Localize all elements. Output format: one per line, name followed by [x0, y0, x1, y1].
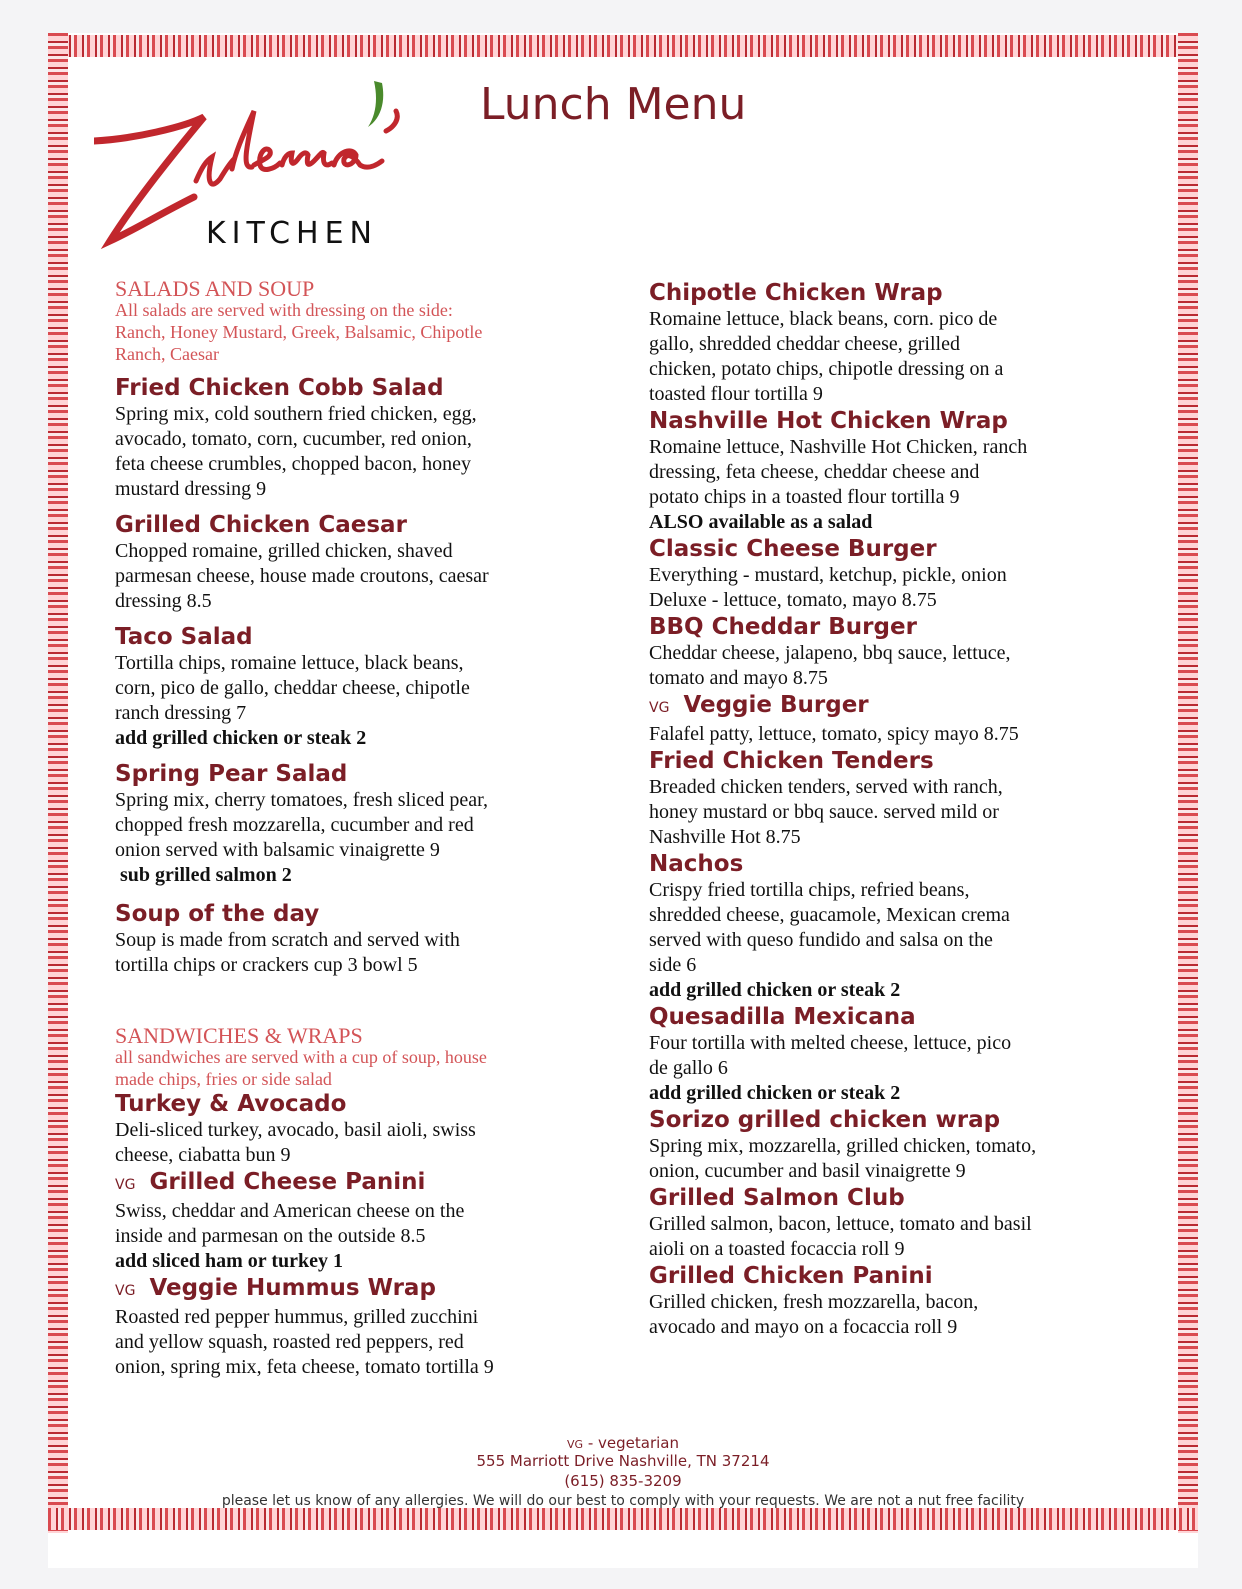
footer-address: 555 Marriott Drive Nashville, TN 37214 — [476, 1452, 770, 1470]
item-desc: chicken, potato chips, chipotle dressing on a — [649, 358, 1004, 380]
item-desc: Roasted red pepper hummus, grilled zucchini — [115, 1306, 479, 1328]
vegetarian-badge: VG — [649, 700, 670, 716]
item-desc: Spring mix, cold southern fried chicken, egg, — [115, 403, 477, 425]
item-desc: Four tortilla with melted cheese, lettuce, pico — [649, 1032, 1012, 1054]
item-desc: onion served with balsamic vinaigrette 9 — [115, 839, 440, 861]
item-desc: mustard dressing 9 — [115, 478, 267, 500]
section-note: made chips, fries or side salad — [115, 1069, 332, 1089]
item-name-row — [115, 1168, 585, 1199]
item-addon: add grilled chicken or steak 2 — [649, 1082, 901, 1104]
item-desc: Nashville Hot 8.75 — [649, 826, 801, 848]
menu-item — [649, 850, 1119, 1003]
item-addon: ALSO available as a salad — [649, 511, 873, 533]
decorative-border-right — [1178, 33, 1198, 1533]
menu-item — [649, 279, 1119, 407]
item-name: Classic Cheese Burger — [649, 536, 937, 562]
vegetarian-badge: VG — [115, 1283, 136, 1299]
menu-item — [115, 623, 585, 751]
item-desc: corn, pico de gallo, cheddar cheese, chipotle — [115, 677, 470, 699]
footer-legend-text: - vegetarian — [583, 1434, 679, 1452]
item-desc: ranch dressing 7 — [115, 702, 247, 724]
item-desc: Spring mix, cherry tomatoes, fresh sliced pear, — [115, 789, 488, 811]
item-desc: avocado and mayo on a focaccia roll 9 — [649, 1316, 958, 1338]
item-desc: side 6 — [649, 954, 697, 976]
item-desc: Swiss, cheddar and American cheese on the — [115, 1200, 465, 1222]
item-name-row — [115, 1274, 585, 1305]
item-name: Veggie Burger — [683, 692, 869, 718]
item-desc: parmesan cheese, house made croutons, caesar — [115, 565, 489, 587]
item-desc: de gallo 6 — [649, 1057, 728, 1079]
item-desc: chopped fresh mozzarella, cucumber and red — [115, 814, 474, 836]
item-desc: Grilled chicken, fresh mozzarella, bacon, — [649, 1291, 979, 1313]
item-desc: Falafel patty, lettuce, tomato, spicy mayo 8.75 — [649, 723, 1019, 745]
item-name: Veggie Hummus Wrap — [149, 1275, 436, 1301]
menu-item — [115, 1168, 585, 1274]
item-desc: Crispy fried tortilla chips, refried beans, — [649, 879, 970, 901]
item-addon: add grilled chicken or steak 2 — [649, 979, 901, 1001]
menu-item — [115, 374, 585, 502]
item-desc: onion, cucumber and basil vinaigrette 9 — [649, 1160, 966, 1182]
section-note: Ranch, Caesar — [115, 344, 219, 364]
item-desc: tomato and mayo 8.75 — [649, 667, 828, 689]
menu-page — [48, 33, 1198, 1568]
item-addon: add grilled chicken or steak 2 — [115, 727, 367, 749]
section-title: SALADS AND SOUP — [115, 276, 315, 301]
item-name: Taco Salad — [115, 624, 253, 650]
item-name: Soup of the day — [115, 901, 320, 927]
menu-item — [649, 407, 1119, 535]
item-desc: Grilled salmon, bacon, lettuce, tomato and basil — [649, 1213, 1032, 1235]
item-desc: shredded cheese, guacamole, Mexican crema — [649, 904, 1010, 926]
item-desc: onion, spring mix, feta cheese, tomato tortilla 9 — [115, 1356, 494, 1378]
item-desc: potato chips in a toasted flour tortilla 9 — [649, 486, 960, 508]
section-note: Ranch, Honey Mustard, Greek, Balsamic, Chipotle — [115, 322, 483, 342]
section-note: all sandwiches are served with a cup of soup, house — [115, 1047, 487, 1067]
item-desc: Romaine lettuce, black beans, corn. pico de — [649, 308, 998, 330]
item-name: Fried Chicken Cobb Salad — [115, 375, 444, 401]
item-desc: Soup is made from scratch and served with — [115, 929, 460, 951]
item-desc: Deli-sliced turkey, avocado, basil aioli, swiss — [115, 1119, 476, 1141]
menu-item — [115, 900, 585, 978]
item-desc: gallo, shredded cheddar cheese, grilled — [649, 333, 960, 355]
item-name: Quesadilla Mexicana — [649, 1004, 916, 1030]
item-desc: honey mustard or bbq sauce. served mild or — [649, 801, 999, 823]
item-desc: avocado, tomato, corn, cucumber, red onion, — [115, 428, 472, 450]
item-name: Grilled Salmon Club — [649, 1185, 905, 1211]
item-desc: inside and parmesan on the outside 8.5 — [115, 1225, 426, 1247]
footer-legend — [48, 1435, 1198, 1453]
item-desc: Everything - mustard, ketchup, pickle, onion — [649, 564, 1007, 586]
logo-word: KITCHEN — [206, 216, 378, 249]
menu-item — [649, 1003, 1119, 1106]
item-desc: served with queso fundido and salsa on the — [649, 929, 993, 951]
left-column — [115, 276, 585, 1380]
item-name: Spring Pear Salad — [115, 761, 348, 787]
item-name: Grilled Chicken Caesar — [115, 512, 407, 538]
page-title: Lunch Menu — [480, 79, 747, 130]
item-desc: dressing 8.5 — [115, 590, 212, 612]
item-name: Turkey & Avocado — [115, 1091, 347, 1117]
item-desc: aioli on a toasted focaccia roll 9 — [649, 1238, 905, 1260]
section-note: All salads are served with dressing on the side: — [115, 300, 453, 320]
item-desc: cheese, ciabatta bun 9 — [115, 1144, 291, 1166]
menu-item — [649, 747, 1119, 850]
item-addon: sub grilled salmon 2 — [115, 864, 292, 886]
item-desc: tortilla chips or crackers cup 3 bowl 5 — [115, 954, 418, 976]
menu-item — [649, 1262, 1119, 1340]
menu-item — [115, 1274, 585, 1380]
footer-phone: (615) 835-3209 — [564, 1472, 682, 1490]
vegetarian-badge: VG — [115, 1177, 136, 1193]
decorative-border-left — [48, 33, 68, 1533]
section-title: SANDWICHES & WRAPS — [115, 1023, 363, 1048]
footer-allergy-note: please let us know of any allergies. We will do our best to comply with your requests. We are not a nut free facility — [221, 1493, 1025, 1509]
item-name: Chipotle Chicken Wrap — [649, 280, 943, 306]
menu-item — [649, 613, 1119, 691]
item-desc: toasted flour tortilla 9 — [649, 383, 823, 405]
menu-item — [649, 535, 1119, 613]
menu-item — [115, 1090, 585, 1168]
item-name: Nachos — [649, 851, 744, 877]
restaurant-logo — [94, 69, 404, 249]
item-desc: dressing, feta cheese, cheddar cheese and — [649, 461, 980, 483]
item-desc: Romaine lettuce, Nashville Hot Chicken, ranch — [649, 436, 1028, 458]
decorative-border-top — [48, 35, 1198, 57]
item-desc: feta cheese crumbles, chopped bacon, honey — [115, 453, 471, 475]
item-desc: Tortilla chips, romaine lettuce, black beans, — [115, 652, 464, 674]
item-name: BBQ Cheddar Burger — [649, 614, 917, 640]
vegetarian-badge: VG — [567, 1438, 584, 1451]
menu-item — [649, 1106, 1119, 1184]
item-desc: Chopped romaine, grilled chicken, shaved — [115, 540, 453, 562]
item-desc: Cheddar cheese, jalapeno, bbq sauce, lettuce, — [649, 642, 1011, 664]
item-name: Grilled Cheese Panini — [149, 1169, 426, 1195]
right-column — [649, 279, 1119, 1340]
menu-item — [115, 511, 585, 614]
menu-item — [649, 1184, 1119, 1262]
item-addon: add sliced ham or turkey 1 — [115, 1250, 343, 1272]
menu-item — [649, 691, 1119, 747]
item-name: Fried Chicken Tenders — [649, 748, 934, 774]
item-desc: and yellow squash, roasted red peppers, red — [115, 1331, 464, 1353]
item-desc: Spring mix, mozzarella, grilled chicken, tomato, — [649, 1135, 1037, 1157]
item-desc: Breaded chicken tenders, served with ranch, — [649, 776, 1003, 798]
decorative-border-bottom — [48, 1508, 1198, 1530]
item-name: Nashville Hot Chicken Wrap — [649, 408, 1008, 434]
item-name-row — [649, 691, 1119, 722]
item-desc: Deluxe - lettuce, tomato, mayo 8.75 — [649, 589, 937, 611]
item-name: Sorizo grilled chicken wrap — [649, 1107, 1001, 1133]
item-name: Grilled Chicken Panini — [649, 1263, 933, 1289]
menu-item — [115, 760, 585, 888]
